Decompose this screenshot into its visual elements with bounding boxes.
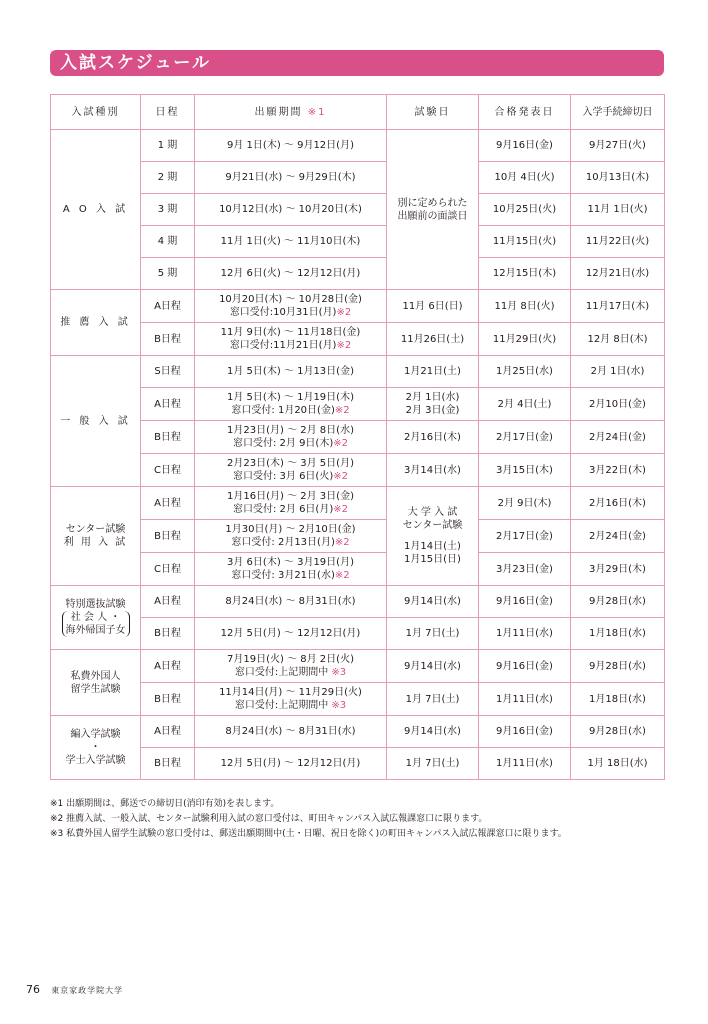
header-deadline: 入学手続締切日 xyxy=(571,95,665,130)
deadline-cell: 12月21日(水) xyxy=(571,258,665,290)
term-cell: 4 期 xyxy=(141,226,195,258)
page-number: 76 xyxy=(26,983,40,996)
deadline-cell: 3月22日(木) xyxy=(571,454,665,487)
footnote-1: ※1 出願期間は、郵送での締切日(消印有効)を表します。 xyxy=(50,799,280,809)
deadline-cell: 11月22日(火) xyxy=(571,226,665,258)
table-row xyxy=(51,258,665,290)
category-center: センター試験 利 用 入 試 xyxy=(51,487,141,586)
deadline-cell: 1月18日(水) xyxy=(571,683,665,716)
category-ippan: 一 般 入 試 xyxy=(51,356,141,487)
result-cell: 10月25日(火) xyxy=(479,194,571,226)
term-cell: A日程 xyxy=(141,586,195,618)
term-cell: B日程 xyxy=(141,748,195,780)
term-cell: S日程 xyxy=(141,356,195,388)
deadline-cell: 9月27日(火) xyxy=(571,130,665,162)
period-cell: 1月16日(月) ～ 2月 3日(金) 窓口受付: 2月 6日(月)※2 xyxy=(195,487,387,520)
result-cell: 10月 4日(火) xyxy=(479,162,571,194)
exam-cell: 11月 6日(日) xyxy=(387,290,479,323)
term-cell: C日程 xyxy=(141,454,195,487)
exam-cell: 11月26日(土) xyxy=(387,323,479,356)
table-row xyxy=(51,388,665,421)
page-title: 入試スケジュール xyxy=(50,50,664,76)
table-row xyxy=(51,162,665,194)
exam-cell: 1月21日(土) xyxy=(387,356,479,388)
term-cell: B日程 xyxy=(141,683,195,716)
header-period: 出願期間 ※1 xyxy=(195,95,387,130)
deadline-cell: 2月 1日(水) xyxy=(571,356,665,388)
result-cell: 1月11日(水) xyxy=(479,683,571,716)
result-cell: 1月25日(水) xyxy=(479,356,571,388)
term-cell: A日程 xyxy=(141,650,195,683)
result-cell: 9月16日(金) xyxy=(479,716,571,748)
table-row xyxy=(51,454,665,487)
result-cell: 2月 4日(土) xyxy=(479,388,571,421)
period-cell: 10月20日(木) ～ 10月28日(金) 窓口受付:10月31日(月)※2 xyxy=(195,290,387,323)
header-type: 入試種別 xyxy=(51,95,141,130)
period-cell: 11月 1日(火) ～ 11月10日(木) xyxy=(195,226,387,258)
result-cell: 9月16日(金) xyxy=(479,650,571,683)
period-cell: 3月 6日(木) ～ 3月19日(月) 窓口受付: 3月21日(水)※2 xyxy=(195,553,387,586)
table-row xyxy=(51,586,665,618)
result-cell: 11月29日(火) xyxy=(479,323,571,356)
result-cell: 2月 9日(木) xyxy=(479,487,571,520)
table-row xyxy=(51,487,665,520)
period-cell: 11月14日(月) ～ 11月29日(火) 窓口受付:上記期間中 ※3 xyxy=(195,683,387,716)
exam-cell: 1月 7日(土) xyxy=(387,748,479,780)
header-result: 合格発表日 xyxy=(479,95,571,130)
result-cell: 2月17日(金) xyxy=(479,421,571,454)
category-suisen: 推 薦 入 試 xyxy=(51,290,141,356)
exam-cell: 1月 7日(土) xyxy=(387,683,479,716)
result-cell: 3月23日(金) xyxy=(479,553,571,586)
deadline-cell: 2月10日(金) xyxy=(571,388,665,421)
table-row xyxy=(51,421,665,454)
deadline-cell: 9月28日(水) xyxy=(571,650,665,683)
period-cell: 12月 6日(火) ～ 12月12日(月) xyxy=(195,258,387,290)
deadline-cell: 2月24日(金) xyxy=(571,421,665,454)
period-cell: 9月21日(水) ～ 9月29日(木) xyxy=(195,162,387,194)
term-cell: A日程 xyxy=(141,487,195,520)
period-cell: 2月23日(木) ～ 3月 5日(月) 窓口受付: 3月 6日(火)※2 xyxy=(195,454,387,487)
category-hennyu: 編入学試験 ・ 学士入学試験 xyxy=(51,716,141,780)
period-cell: 12月 5日(月) ～ 12月12日(月) xyxy=(195,748,387,780)
result-cell: 9月16日(金) xyxy=(479,586,571,618)
period-cell: 7月19日(火) ～ 8月 2日(火) 窓口受付:上記期間中 ※3 xyxy=(195,650,387,683)
deadline-cell: 9月28日(水) xyxy=(571,716,665,748)
term-cell: 1 期 xyxy=(141,130,195,162)
term-cell: B日程 xyxy=(141,323,195,356)
exam-cell: 9月14日(水) xyxy=(387,716,479,748)
table-row xyxy=(51,748,665,780)
result-cell: 12月15日(木) xyxy=(479,258,571,290)
footnotes xyxy=(50,797,670,842)
result-cell: 11月15日(火) xyxy=(479,226,571,258)
exam-cell: 3月14日(水) xyxy=(387,454,479,487)
schedule-table xyxy=(50,94,665,780)
result-cell: 11月 8日(火) xyxy=(479,290,571,323)
deadline-cell: 1月 18日(水) xyxy=(571,748,665,780)
note-mark-1: ※1 xyxy=(307,106,327,118)
exam-cell: 別に定められた 出願前の面談日 xyxy=(387,130,479,290)
deadline-cell: 11月 1日(火) xyxy=(571,194,665,226)
table-row xyxy=(51,290,665,323)
deadline-cell: 3月29日(木) xyxy=(571,553,665,586)
period-cell: 9月 1日(木) ～ 9月12日(月) xyxy=(195,130,387,162)
result-cell: 9月16日(金) xyxy=(479,130,571,162)
period-cell: 12月 5日(月) ～ 12月12日(月) xyxy=(195,618,387,650)
exam-cell: 2月 1日(水) 2月 3日(金) xyxy=(387,388,479,421)
period-cell: 10月12日(水) ～ 10月20日(木) xyxy=(195,194,387,226)
category-shihi: 私費外国人 留学生試験 xyxy=(51,650,141,716)
page-footer xyxy=(26,983,123,996)
term-cell: C日程 xyxy=(141,553,195,586)
header-row xyxy=(51,95,665,130)
category-ao: A O 入 試 xyxy=(51,130,141,290)
period-cell: 8月24日(水) ～ 8月31日(水) xyxy=(195,716,387,748)
table-row xyxy=(51,650,665,683)
table-row xyxy=(51,716,665,748)
header-term: 日程 xyxy=(141,95,195,130)
table-row xyxy=(51,683,665,716)
term-cell: B日程 xyxy=(141,520,195,553)
period-cell: 1月 5日(木) ～ 1月13日(金) xyxy=(195,356,387,388)
exam-cell: 大 学 入 試 センター試験 1月14日(土) 1月15日(日) xyxy=(387,487,479,586)
deadline-cell: 11月17日(木) xyxy=(571,290,665,323)
deadline-cell: 1月18日(水) xyxy=(571,618,665,650)
term-cell: 3 期 xyxy=(141,194,195,226)
footnote-2: ※2 推薦入試、一般入試、センター試験利用入試の窓口受付は、町田キャンパス入試広報課窓口に限ります。 xyxy=(50,814,488,824)
term-cell: A日程 xyxy=(141,290,195,323)
exam-cell: 9月14日(水) xyxy=(387,650,479,683)
term-cell: 2 期 xyxy=(141,162,195,194)
term-cell: B日程 xyxy=(141,618,195,650)
table-row xyxy=(51,226,665,258)
exam-cell: 9月14日(水) xyxy=(387,586,479,618)
result-cell: 1月11日(水) xyxy=(479,748,571,780)
period-cell: 1月 5日(木) ～ 1月19日(木) 窓口受付: 1月20日(金)※2 xyxy=(195,388,387,421)
deadline-cell: 10月13日(木) xyxy=(571,162,665,194)
exam-cell: 1月 7日(土) xyxy=(387,618,479,650)
term-cell: B日程 xyxy=(141,421,195,454)
deadline-cell: 12月 8日(木) xyxy=(571,323,665,356)
table-row xyxy=(51,618,665,650)
deadline-cell: 2月24日(金) xyxy=(571,520,665,553)
exam-cell: 2月16日(木) xyxy=(387,421,479,454)
term-cell: A日程 xyxy=(141,716,195,748)
result-cell: 2月17日(金) xyxy=(479,520,571,553)
header-exam: 試験日 xyxy=(387,95,479,130)
term-cell: 5 期 xyxy=(141,258,195,290)
footnote-3: ※3 私費外国人留学生試験の窓口受付は、郵送出願期間中(土・日曜、祝日を除く)の町田キャンパス入試広報課窓口に限ります。 xyxy=(50,829,567,839)
result-cell: 1月11日(水) xyxy=(479,618,571,650)
period-cell: 11月 9日(水) ～ 11月18日(金) 窓口受付:11月21日(月)※2 xyxy=(195,323,387,356)
table-row xyxy=(51,520,665,553)
school-name: 東京家政学院大学 xyxy=(51,986,124,995)
table-row xyxy=(51,323,665,356)
table-row xyxy=(51,553,665,586)
period-cell: 1月23日(月) ～ 2月 8日(水) 窓口受付: 2月 9日(木)※2 xyxy=(195,421,387,454)
deadline-cell: 9月28日(水) xyxy=(571,586,665,618)
category-tokubetsu: 特別選抜試験 社 会 人 ・ 海外帰国子女 xyxy=(51,586,141,650)
table-row xyxy=(51,194,665,226)
deadline-cell: 2月16日(木) xyxy=(571,487,665,520)
result-cell: 3月15日(木) xyxy=(479,454,571,487)
period-cell: 8月24日(水) ～ 8月31日(水) xyxy=(195,586,387,618)
table-row xyxy=(51,356,665,388)
term-cell: A日程 xyxy=(141,388,195,421)
period-cell: 1月30日(月) ～ 2月10日(金) 窓口受付: 2月13日(月)※2 xyxy=(195,520,387,553)
table-row xyxy=(51,130,665,162)
